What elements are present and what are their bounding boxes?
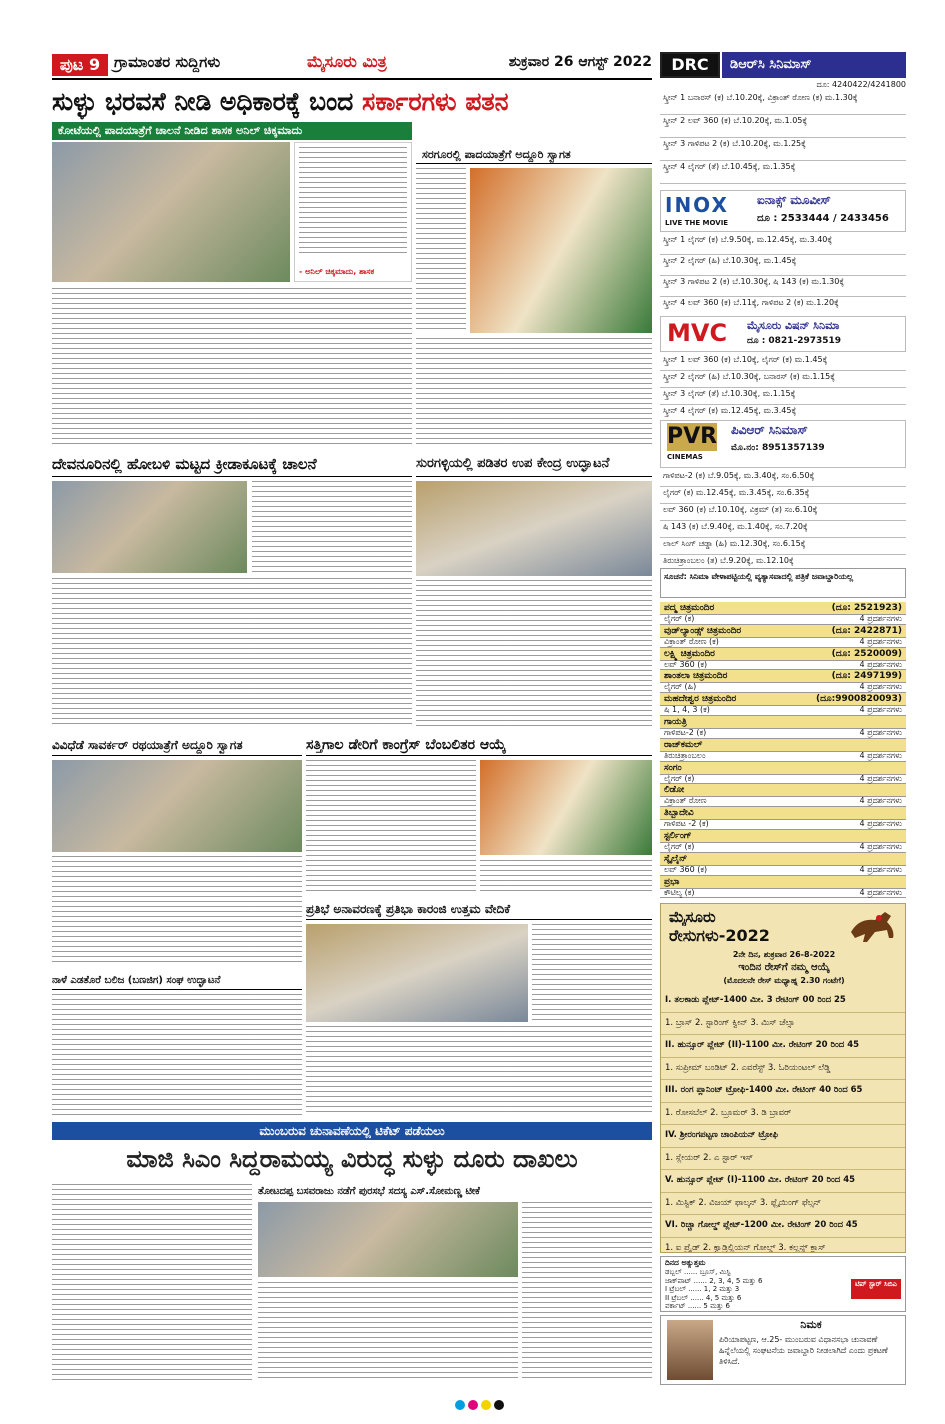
listing-row: ಸ್ಕ್ರೀನ್ 4 ಲೈಗರ್ (ಕ) ಮ.12.45ಕ್ಕೆ, ಮ.3.45ಕ್ಕೆ — [660, 405, 906, 418]
theatre-name: ರಾಜ್‌ಕಮಲ್ — [664, 739, 703, 750]
race-picks: 1. ಸ್ಲೇಯರ್ 2. ಎ ಸ್ಟಾರ್ ಇಸ್ — [661, 1148, 906, 1171]
listing-row: ಸ್ಕ್ರೀನ್ 2 ಲವ್ 360 (ಕ) ಬೆ.10.20ಕ್ಕೆ, ಮ.1.05ಕ್ಕೆ — [660, 115, 906, 138]
theatre-show: ಲೈಗರ್ (ಕ) — [664, 614, 695, 623]
listing-row: ಗಾಳಿಪಟ-2 (ಕ) ಬೆ.9.05ಕ್ಕೆ, ಮ.3.40ಕ್ಕೆ, ಸಂ.6.50ಕ್ಕೆ — [660, 470, 906, 487]
registration-mark — [455, 1400, 465, 1410]
inox-title: ಐನಾಕ್ಸ್ ಮೂವೀಸ್ — [757, 193, 831, 207]
theatre-show: ಲೈಗರ್ (ಕ) — [664, 773, 695, 783]
drc-listings — [660, 92, 906, 188]
theatre-show-count: 4 ಪ್ರದರ್ಶನಗಳು — [859, 636, 902, 646]
devanur-body — [52, 578, 412, 728]
theatre-name: ಪದ್ಮ ಚಿತ್ರಮಂದಿರ — [664, 603, 715, 613]
election-banner: ಮುಂಬರುವ ಚುನಾವಣೆಯಲ್ಲಿ ಟಿಕೆಟ್ ಪಡೆಯಲು — [52, 1122, 652, 1140]
press-meet-photo — [258, 1202, 518, 1277]
story-pratibha-headline: ಪ್ರತಿಭೆ ಅನಾವರಣಕ್ಕೆ ಪ್ರತಿಭಾ ಕಾರಂಜಿ ಉತ್ತಮ ವೇದಿಕೆ — [306, 898, 652, 920]
listing-row: ಲೈಗರ್ (ಕ) ಮ.12.45ಕ್ಕೆ, ಮ.3.45ಕ್ಕೆ, ಸಂ.6.35ಕ್ಕೆ — [660, 487, 906, 504]
suragalli-photo — [416, 481, 652, 576]
inox-listings — [660, 234, 906, 314]
page-number: ಪುಟ 9 — [52, 54, 108, 76]
obituary-title: ನಿಮಕ — [800, 1318, 822, 1331]
theatre-show: ವಿಕ್ರಾಂತ್ ರೋಣ (ಕ) — [664, 636, 719, 646]
theatre-name: ಸಂಗಂ — [664, 762, 682, 773]
theatre-show-row — [660, 683, 906, 693]
cinema-notice: ಸೂಚನೆ: ಸಿನಿಮಾ ವೇಳಾಪಟ್ಟಿಯಲ್ಲಿ ವ್ಯತ್ಯಾಸವಾದಲ್ಲಿ ಪತ್ರಿಕೆ ಜವಾಬ್ದಾರಿಯಲ್ಲ — [660, 568, 906, 598]
mvc-phone: ದೂ : 0821-2973519 — [747, 336, 842, 346]
races-title-year: ರೇಸುಗಳು-2022 — [669, 926, 770, 945]
pvr-header — [660, 420, 906, 468]
obituary-photo — [667, 1320, 713, 1380]
theatre-show-count: 4 ಪ್ರದರ್ಶನಗಳು — [859, 864, 902, 874]
listing-row: ತಿರುಚಿತ್ರಾಂಬಲಂ (ತ) ಬೆ.9.20ಕ್ಕೆ, ಮ.12.10ಕ್ಕೆ — [660, 555, 906, 566]
pvr-tagline: CINEMAS — [667, 453, 703, 461]
theatre-phone: (ದೂ:9900820093) — [815, 694, 902, 705]
jackpot-row: II ಟ್ರೆಬಲ್ ...... 4, 5 ಮತ್ತು 6 — [665, 1293, 742, 1302]
theatre-show-count: 4 ಪ್ರದರ್ಶನಗಳು — [859, 750, 902, 760]
drc-title: ಡಿಆರ್‌ಸಿ ಸಿನಿಮಾಸ್ — [722, 52, 906, 78]
listing-row: ಸ್ಕ್ರೀನ್ 2 ಲೈಗರ್ (ಹಿ) ಬೆ.10.30ಕ್ಕೆ, ಮ.1.45ಕ್ಕೆ — [660, 255, 906, 276]
listing-row: ಸ್ಕ್ರೀನ್ 1 ಬನಾರಸ್ (ಕ) ಬೆ.10.20ಕ್ಕೆ, ವಿಕ್ರಾಂತ್ ರೋಣ (ಕ) ಮ.1.30ಕ್ಕೆ — [660, 92, 906, 115]
race-name: II. ಹುನ್ಸೂರ್ ಪ್ಲೇಟ್ (II)-1100 ಮೀ. ರೇಟಿಂಗ್ 20 ರಿಂದ 45 — [661, 1035, 906, 1058]
theatre-phone: (ದೂ: 2497199) — [831, 671, 902, 682]
theatre-show: ಲವ್ 360 (ಕ) — [664, 864, 708, 874]
jackpot-list — [665, 1268, 845, 1312]
section-title: ಗ್ರಾಮಾಂತರ ಸುದ್ದಿಗಳು — [114, 53, 221, 71]
page-header — [52, 50, 652, 80]
pratibha-photo — [306, 924, 528, 1022]
jackpot-row: ವರ್ಕಾಟ್ ...... 5 ಮತ್ತು 6 — [665, 1302, 730, 1311]
rally-photo — [52, 142, 290, 282]
theatre-name-row — [660, 625, 906, 638]
sargur-photo — [470, 168, 652, 333]
pvr-listings — [660, 470, 906, 566]
theatre-name: ಗಾಯತ್ರಿ — [664, 716, 687, 727]
jackpot-row: ಜಾಕ್‌ಪಾಟ್ ...... 2, 3, 4, 5 ಮತ್ತು 6 — [665, 1276, 763, 1285]
race-name: VI. ರಿಚ್ಚಾ ಗೋಲ್ಡ್ ಪ್ಲೇಟ್-1200 ಮೀ. ರೇಟಿಂಗ್ 20 ರಿಂದ 45 — [661, 1215, 906, 1238]
theatre-show-row — [660, 615, 906, 625]
registration-mark — [494, 1400, 504, 1410]
lead-left-body — [52, 288, 412, 448]
race-picks: 1. ಮಿಸ್ಟಿಕ್ 2. ವಿಜಯ್ ಫಾಲ್ಕನ್ 3. ಫ್ಲೈಯಿಂಗ್ ಫೆಲ್ಸನ್ — [661, 1193, 906, 1216]
race-picks: 1. ರೋಸಬೆಲ್ 2. ಬ್ರೂಮರ್ 3. ಡಿ ಬ್ರಾವರ್ — [661, 1103, 906, 1126]
theatre-name-row — [660, 853, 906, 866]
lead-headline-black: ಸುಳ್ಳು ಭರವಸೆ ನೀಡಿ ಅಧಿಕಾರಕ್ಕೆ ಬಂದ — [52, 87, 354, 116]
listing-row: ಷಿ 143 (ಕ) ಬೆ.9.40ಕ್ಕೆ, ಮ.1.40ಕ್ಕೆ, ಸಂ.7.20ಕ್ಕೆ — [660, 521, 906, 538]
theatre-show: ವಿಕ್ರಾಂತ್ ರೋಣ — [664, 796, 707, 806]
mvc-listings — [660, 354, 906, 418]
story-savarkar-headline: ವಿವಿಧೆಡೆ ಸಾವರ್ಕರ್ ರಥಯಾತ್ರೆಗೆ ಅದ್ದೂರಿ ಸ್ವಾಗತ — [52, 734, 302, 756]
quote-box — [294, 142, 412, 282]
theatre-show-row — [660, 866, 906, 876]
savarkar-body — [52, 856, 302, 966]
bottom-subhead: ತೋಟದಪ್ಪ ಬಸವರಾಜು ನಡೆಗೆ ಪುರಸಭೆ ಸದಸ್ಯ ಎಸ್.ಸೋಮಣ್ಣ ಟೀಕೆ — [258, 1186, 480, 1197]
theatre-name-row — [660, 739, 906, 752]
jackpot-title: ದಿನದ ಅತ್ಯುತ್ತಮ — [665, 1258, 706, 1267]
theatre-show-count: 4 ಪ್ರದರ್ಶನಗಳು — [859, 887, 902, 897]
theatre-show: ಷಿ 1, 4, 3 (ಕ) — [664, 705, 710, 715]
lead-right-text — [416, 168, 466, 333]
theatre-show-count: 4 ಪ್ರದರ್ಶನಗಳು — [859, 614, 902, 623]
listing-row: ಸ್ಕ್ರೀನ್ 1 ಲವ್ 360 (ಕ) ಬೆ.10ಕ್ಕೆ, ಲೈಗರ್ (ಕ) ಮ.1.45ಕ್ಕೆ — [660, 354, 906, 371]
story-suragalli-headline: ಸುರಗಳ್ಳಿಯಲ್ಲಿ ಪಡಿತರ ಉಪ ಕೇಂದ್ರ ಉದ್ಘಾಟನೆ — [416, 453, 652, 477]
theatre-phone: (ದೂ: 2422871) — [831, 625, 902, 636]
story-balija-headline: ನಾಳೆ ಎಡತೊರೆ ಬಲಿಜ (ಬಣಜಿಗ) ಸಂಘ ಉದ್ಘಾಟನೆ — [52, 970, 302, 990]
inox-logo: INOX — [665, 193, 729, 217]
theatre-phone: (ದೂ: 2520009) — [831, 648, 902, 659]
listing-row: ಸ್ಕ್ರೀನ್ 4 ಲೈಗರ್ (ತೆ) ಬೆ.10.45ಕ್ಕೆ, ಮ.1.35ಕ್ಕೆ — [660, 161, 906, 184]
theatre-name: ತಿಬ್ಬಾದೇವಿ — [664, 808, 694, 819]
theatre-show: ಕೌಟಿಲ್ಯ (ಕ) — [664, 887, 695, 897]
theatre-show-row — [660, 752, 906, 762]
quote-byline: - ಅನಿಲ್ ಚಿಕ್ಕಮಾದು, ಶಾಸಕ — [299, 267, 375, 276]
mvc-header — [660, 316, 906, 352]
jackpot-box — [660, 1256, 906, 1312]
theatre-name: ಶಾಂತಲಾ ಚಿತ್ರಮಂದಿರ — [664, 671, 728, 682]
drc-header — [660, 52, 906, 78]
mvc-title: ಮೈಸೂರು ವಿಷನ್ ಸಿನಿಮಾ — [747, 319, 840, 332]
theatre-name: ಪ್ರಭಾ — [664, 876, 680, 887]
devanur-photo — [52, 481, 247, 573]
suragalli-body — [416, 580, 652, 728]
theatre-show: ಗಾಳಿಪಟ -2 (ಕ) — [664, 819, 709, 829]
race-picks: 1. ಸುಪ್ರೀಮ್ ಬಂಡಿಟ್ 2. ಎವರೆಸ್ಟ್ 3. ಓರಿಯಂಟಲ್ ಲೆಡ್ಡಿ — [661, 1058, 906, 1081]
pvr-logo: PVR — [667, 424, 717, 449]
theatre-show-count: 4 ಪ್ರದರ್ಶನಗಳು — [859, 796, 902, 806]
dairy-photo — [480, 760, 652, 855]
theatre-show-row — [660, 706, 906, 716]
pvr-title: ಪಿವಿಆರ್ ಸಿನಿಮಾಸ್ — [731, 423, 808, 437]
bottom-headline: ಮಾಜಿ ಸಿಎಂ ಸಿದ್ದರಾಮಯ್ಯ ವಿರುದ್ಧ ಸುಳ್ಳು ದೂರು ದಾಖಲು — [126, 1145, 578, 1173]
listing-row: ಸ್ಕ್ರೀನ್ 3 ಲೈಗರ್ (ತೆ) ಬೆ.10.30ಕ್ಕೆ, ಮ.1.15ಕ್ಕೆ — [660, 388, 906, 405]
theatre-show-row — [660, 638, 906, 648]
story-dairy-headline: ಸತ್ತಿಗಾಲ ಡೇರಿಗೆ ಕಾಂಗ್ರೆಸ್ ಬೆಂಬಲಿತರ ಆಯ್ಕೆ — [306, 734, 652, 756]
theatre-show-row — [660, 775, 906, 785]
theatre-show: ಲೈಗರ್ (ಹಿ) — [664, 682, 697, 692]
listing-row: ಸ್ಕ್ರೀನ್ 1 ಲೈಗರ್ (ಕ) ಬೆ.9.50ಕ್ಕೆ, ಮ.12.45ಕ್ಕೆ, ಮ.3.40ಕ್ಕೆ — [660, 234, 906, 255]
jackpot-row: I ಟ್ರೆಬಲ್ ...... 1, 2 ಮತ್ತು 3 — [665, 1285, 740, 1294]
theatre-show-row — [660, 661, 906, 671]
inox-phone: ದೂ : 2533444 / 2433456 — [757, 213, 889, 224]
pvr-phone: ಮೊ.ನಂ: 8951357139 — [731, 443, 825, 453]
tipster-badge: ಟಿಪ್ ಸ್ಟಾರ್ ಸಿಬಿಎ — [851, 1279, 901, 1299]
theatre-show-count: 4 ಪ್ರದರ್ಶನಗಳು — [859, 659, 902, 669]
theatre-name-row — [660, 876, 906, 889]
inox-header — [660, 190, 906, 232]
listing-row: ಲವ್ 360 (ಕ) ಬೆ.10.10ಕ್ಕೆ, ವಿಕ್ರಮ್ (ತ) ಸಂ.6.10ಕ್ಕೆ — [660, 504, 906, 521]
races-title-city: ಮೈಸೂರು — [669, 908, 716, 926]
story-devanur-headline: ದೇವನೂರಿನಲ್ಲಿ ಹೋಬಳಿ ಮಟ್ಟದ ಕ್ರೀಡಾಕೂಟಕ್ಕೆ ಚಾಲನೆ — [52, 453, 412, 477]
theatre-show-count: 4 ಪ್ರದರ್ಶನಗಳು — [859, 682, 902, 692]
race-start: (ಮೊದಲನೇ ರೇಸ್ ಮಧ್ಯಾಹ್ನ 2.30 ಗಂಟೆಗೆ) — [723, 976, 845, 985]
theatre-show-row — [660, 729, 906, 739]
theatre-show-count: 4 ಪ್ರದರ್ಶನಗಳು — [859, 727, 902, 737]
jackpot-row: ಡಬ್ಬಲ್ ...... ಬ್ರೂಸ್, ಮಿಸ್ಟಿ — [665, 1268, 731, 1276]
lead-right-subhead: ಸರಗೂರಲ್ಲಿ ಪಾದಯಾತ್ರೆಗೆ ಅದ್ದೂರಿ ಸ್ವಾಗತ — [416, 146, 652, 164]
theatre-show-count: 4 ಪ್ರದರ್ಶನಗಳು — [859, 773, 902, 783]
horse-icon — [845, 908, 901, 946]
race-tip-title: ಇಂದಿನ ರೇಸ್‌ಗೆ ನಮ್ಮ ಆಯ್ಕೆ — [738, 962, 830, 973]
theatre-name: ಲಕ್ಷ್ಮಿ ಚಿತ್ರಮಂದಿರ — [664, 648, 715, 659]
race-name: V. ಹುನ್ಸೂರ್ ಪ್ಲೇಟ್ (I)-1100 ಮೀ. ರೇಟಿಂಗ್ 20 ರಿಂದ 45 — [661, 1170, 906, 1193]
inox-tagline: LIVE THE MOVIE — [665, 219, 729, 227]
theatre-name: ಸ್ಕೈಲೈನ್ — [664, 853, 688, 864]
obituary-text: ಪಿರಿಯಾಪಟ್ಟಣ, ಆ.25- ಮುಂಬರುವ ವಿಧಾನಸಭಾ ಚುನಾವಣೆ ಹಿನ್ನೆಲೆಯಲ್ಲಿ ಸಂಘಟನೆಯ ಜವಾಬ್ದಾರಿ ನೀಡಲಾಗಿದೆ ಎಂದು ಪ್ರಕಟಣೆ ತಿಳಿಸಿದೆ. — [719, 1335, 888, 1366]
theatre-show: ಲವ್ 360 (ಕ) — [664, 659, 708, 669]
issue-date: ಶುಕ್ರವಾರ 26 ಆಗಸ್ಟ್ 2022 — [508, 54, 652, 70]
masthead: ಮೈಸೂರು ಮಿತ್ರ — [307, 52, 387, 71]
theatre-show-row — [660, 889, 906, 899]
theatre-name: ವುಡ್‌ಲ್ಯಾಂಡ್ಸ್ ಚಿತ್ರಮಂದಿರ — [664, 625, 742, 636]
lead-headline-red: ಸರ್ಕಾರಗಳು ಪತನ — [362, 87, 509, 116]
theatre-name-row — [660, 648, 906, 661]
race-picks: 1. ಐ ಪ್ರೈಡ್ 2. ಕ್ವಾಡ್ರಿಲ್ಲಿಯನ್ ಗೋಲ್ಡ್ 3. ಕಲ್ಲನ್ಸ್ ಕ್ಲಾಸ್ — [661, 1238, 906, 1253]
mvc-logo: MVC — [667, 319, 728, 347]
drc-logo: DRC — [660, 52, 720, 78]
theatre-list — [660, 602, 906, 900]
race-picks: 1. ಬ್ರಾಸ್ 2. ಸ್ಟಾರಿಂಗ್ ಕ್ವೀನ್ 3. ಮಿಸ್ ಚೆಲ್ಸಾ — [661, 1013, 906, 1036]
theatre-show-row — [660, 843, 906, 853]
listing-row: ಸ್ಕ್ರೀನ್ 3 ಗಾಳಿಪಟ 2 (ಕ) ಬೆ.10.30ಕ್ಕೆ, ಷಿ 143 (ಕ) ಮ.1.30ಕ್ಕೆ — [660, 276, 906, 297]
race-name: III. ರಂಗ ಪ್ಲಾನಿಂಟ್ ಟ್ರೋಫಿ-1400 ಮೀ. ರೇಟಿಂಗ್ 40 ರಿಂದ 65 — [661, 1080, 906, 1103]
listing-row: ಸ್ಕ್ರೀನ್ 4 ಲವ್ 360 (ಕ) ಬೆ.11ಕ್ಕೆ, ಗಾಳಿಪಟ 2 (ಕ) ಮ.1.20ಕ್ಕೆ — [660, 297, 906, 314]
theatre-show-count: 4 ಪ್ರದರ್ಶನಗಳು — [859, 819, 902, 829]
registration-mark — [481, 1400, 491, 1410]
theatre-show-count: 4 ಪ್ರದರ್ಶನಗಳು — [859, 705, 902, 715]
theatre-show: ಲೈಗರ್ (ಕ) — [664, 841, 695, 851]
races-box — [660, 903, 906, 1253]
savarkar-photo — [52, 760, 302, 852]
theatre-show-row — [660, 797, 906, 807]
theatre-show: ತಿರುಚಿತ್ರಾಂಬಲಂ — [664, 750, 706, 760]
registration-mark — [468, 1400, 478, 1410]
theatre-show-row — [660, 820, 906, 830]
drc-phone: ದೂ: 4240422/4241800 — [816, 80, 906, 89]
pratibha-body — [306, 1026, 652, 1116]
lead-left-subhead: ಕೋಟೆಯಲ್ಲಿ ಪಾದಯಾತ್ರೆಗೆ ಚಾಲನೆ ನೀಡಿದ ಶಾಸಕ ಅನಿಲ್ ಚಿಕ್ಕಮಾದು — [52, 122, 412, 140]
race-name: I. ತಲಕಾಡು ಪ್ಲೇಟ್-1400 ಮೀ. 3 ರೇಟಿಂಗ್ 00 ರಿಂದ 25 — [661, 990, 906, 1013]
listing-row: ಸ್ಕ್ರೀನ್ 2 ಲೈಗರ್ (ಹಿ) ಬೆ.10.30ಕ್ಕೆ, ಬನಾರಸ್ (ಕ) ಮ.1.15ಕ್ಕೆ — [660, 371, 906, 388]
race-rows — [661, 990, 906, 1252]
race-name: IV. ಶ್ರೀರಂಗಪಟ್ಟಣ ಚಾಂಪಿಯನ್ ಟ್ರೋಫಿ — [661, 1125, 906, 1148]
theatre-name: ಮಹದೇಶ್ವರ ಚಿತ್ರಮಂದಿರ — [664, 694, 737, 705]
theatre-phone: (ದೂ: 2521923) — [831, 603, 902, 613]
lead-headline — [52, 84, 652, 120]
race-day: 2ನೇ ದಿನ, ಶುಕ್ರವಾರ 26-8-2022 — [732, 950, 836, 959]
obituary-box — [660, 1315, 906, 1385]
theatre-show-count: 4 ಪ್ರದರ್ಶನಗಳು — [859, 841, 902, 851]
listing-row: ಲಾಲ್ ಸಿಂಗ್ ಚಡ್ಡಾ (ಹಿ) ಮ.12.30ಕ್ಕೆ, ಸಂ.6.15ಕ್ಕೆ — [660, 538, 906, 555]
theatre-name: ಸ್ಟರ್ಲಿಂಗ್ — [664, 830, 692, 841]
theatre-name-row — [660, 762, 906, 775]
balija-body — [52, 994, 302, 1116]
theatre-name: ಲಿಡೋ — [664, 785, 685, 796]
theatre-show: ಗಾಳಿಪಟ-2 (ಕ) — [664, 727, 707, 737]
lead-right-body — [416, 338, 652, 448]
listing-row: ಸ್ಕ್ರೀನ್ 3 ಗಾಳಿಪಟ 2 (ಕ) ಬೆ.10.20ಕ್ಕೆ, ಮ.1.25ಕ್ಕೆ — [660, 138, 906, 161]
